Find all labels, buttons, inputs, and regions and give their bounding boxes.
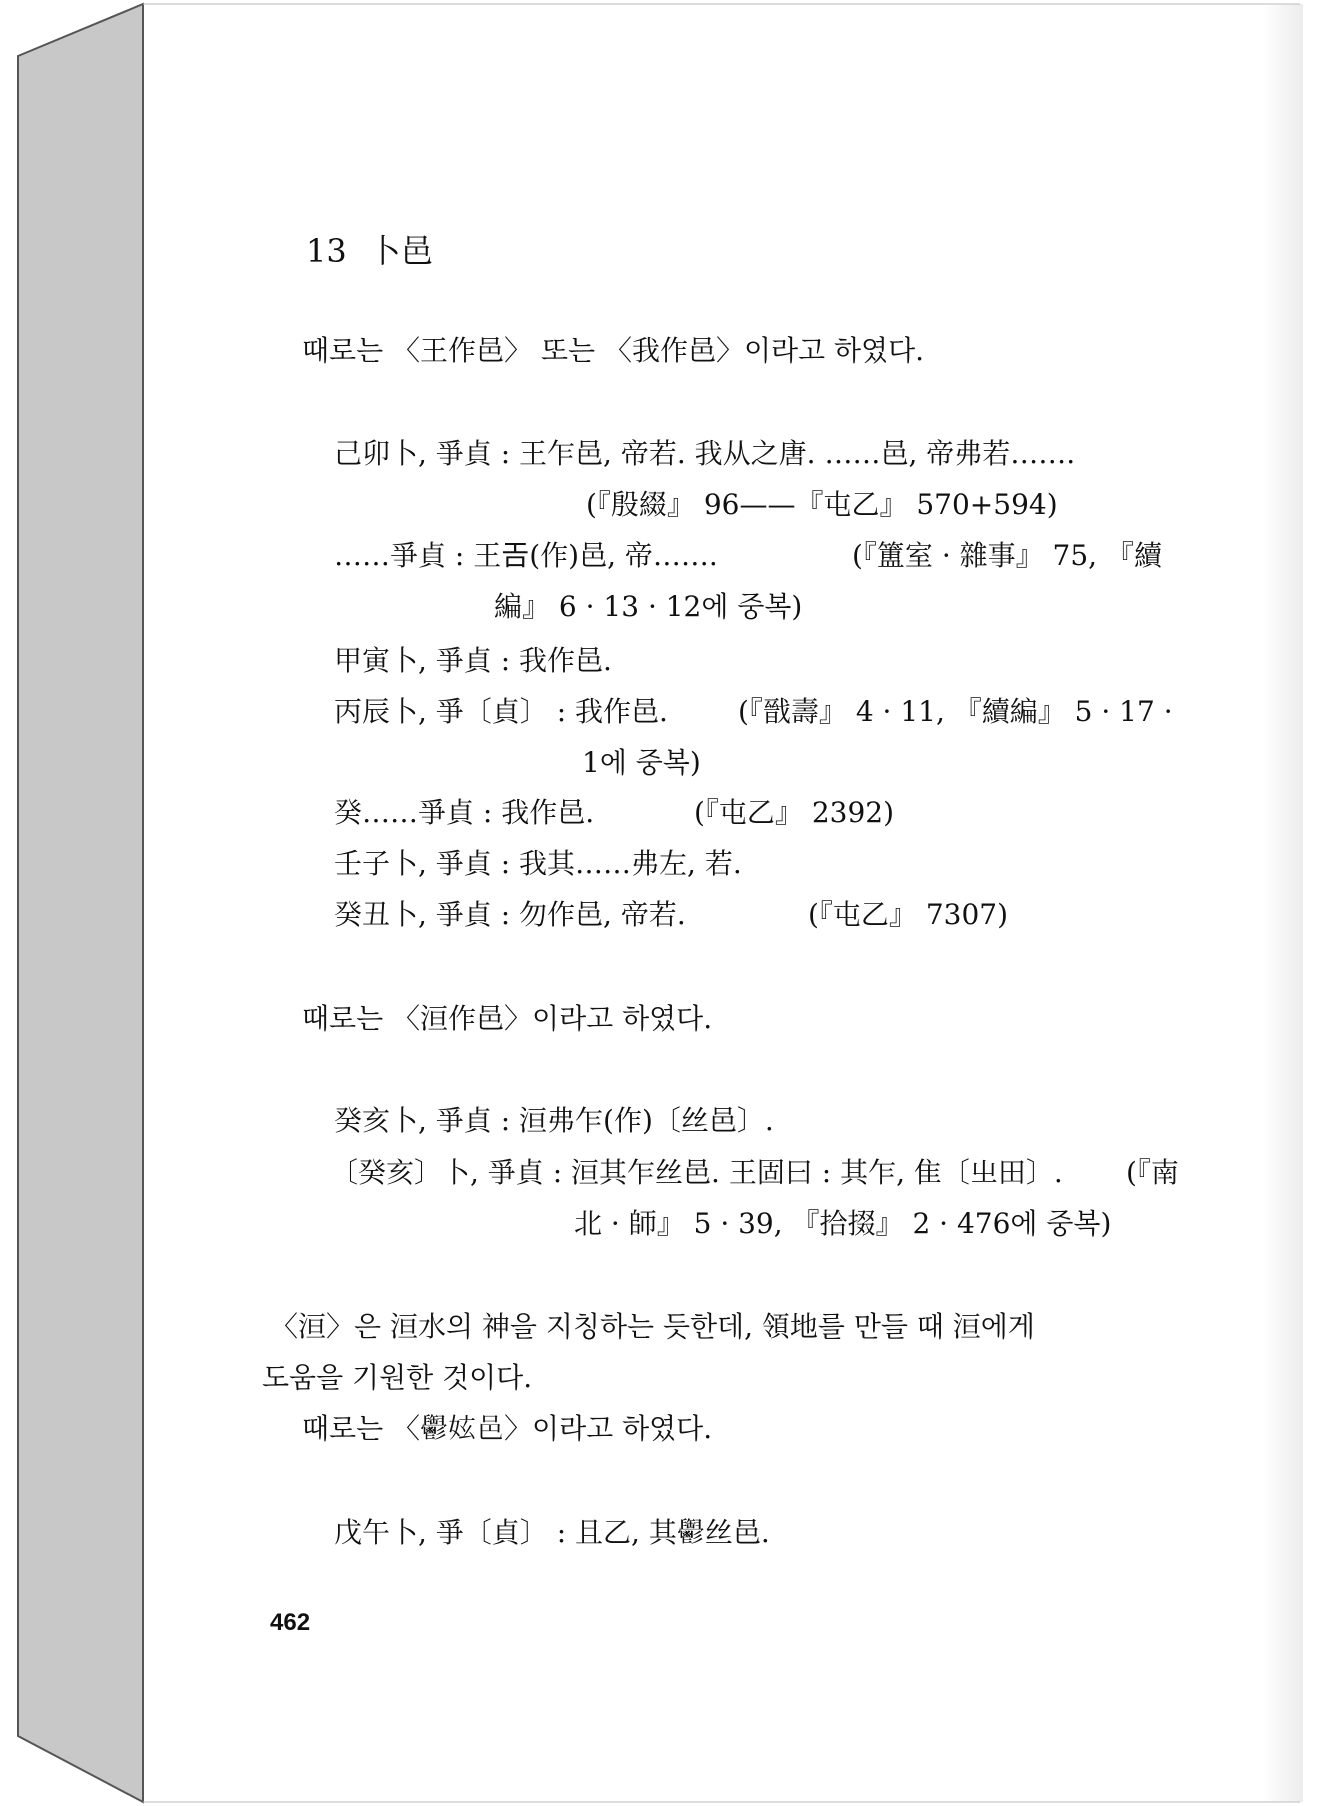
inscription-line: 癸丑卜, 爭貞 : 勿作邑, 帝若. <box>334 898 686 931</box>
citation: (『戩壽』 4 · 11, 『續編』 5 · 17 · <box>738 695 1173 728</box>
inscription-line: 戊午卜, 爭〔貞〕 : 且乙, 其𩰪丝邑. <box>334 1516 770 1549</box>
paragraph-line: 도움을 기원한 것이다. <box>262 1361 533 1394</box>
citation: (『南 <box>1126 1156 1179 1189</box>
paragraph-line: 때로는 〈王作邑〉 또는 〈我作邑〉이라고 하였다. <box>302 334 925 367</box>
inscription-line: ……爭貞 : 王𢀛(作)邑, 帝……. <box>334 539 718 572</box>
section-title: 卜邑 <box>368 232 433 270</box>
inscription-line: 〔癸亥〕卜, 爭貞 : 洹其乍丝邑. 王固曰 : 其乍, 隹〔㞢田〕. <box>330 1156 1063 1189</box>
paragraph-line: 〈洹〉은 洹水의 神을 지칭하는 듯한데, 領地를 만들 때 洹에게 <box>270 1310 1035 1343</box>
section-number: 13 <box>306 232 347 270</box>
citation: 北 · 師』 5 · 39, 『拾掇』 2 · 476에 중복) <box>574 1207 1112 1240</box>
inscription-line: 丙辰卜, 爭〔貞〕 : 我作邑. <box>334 695 668 728</box>
citation: 編』 6 · 13 · 12에 중복) <box>494 590 803 623</box>
citation: (『殷綴』 96——『屯乙』 570+594) <box>586 488 1058 521</box>
citation: (『屯乙』 2392) <box>694 796 895 829</box>
citation: (『簠室 · 雜事』 75, 『續 <box>852 539 1162 572</box>
inscription-line: 己卯卜, 爭貞 : 王乍邑, 帝若. 我从之唐. ……邑, 帝弗若……. <box>334 437 1076 470</box>
paragraph-line: 때로는 〈𩰪妶邑〉이라고 하였다. <box>302 1412 713 1445</box>
citation: (『屯乙』 7307) <box>808 898 1009 931</box>
inscription-line: 癸……爭貞 : 我作邑. <box>334 796 595 829</box>
inscription-line: 癸亥卜, 爭貞 : 洹弗乍(作)〔丝邑〕. <box>334 1104 774 1137</box>
page-edge-shadow <box>1263 4 1303 1802</box>
section-heading <box>306 232 433 270</box>
paragraph-line: 때로는 〈洹作邑〉이라고 하였다. <box>302 1002 713 1035</box>
inscription-line: 壬子卜, 爭貞 : 我其……弗左, 若. <box>334 847 742 880</box>
page-number: 462 <box>270 1609 311 1636</box>
citation: 1에 중복) <box>582 746 701 779</box>
inscription-line: 甲寅卜, 爭貞 : 我作邑. <box>334 644 612 677</box>
